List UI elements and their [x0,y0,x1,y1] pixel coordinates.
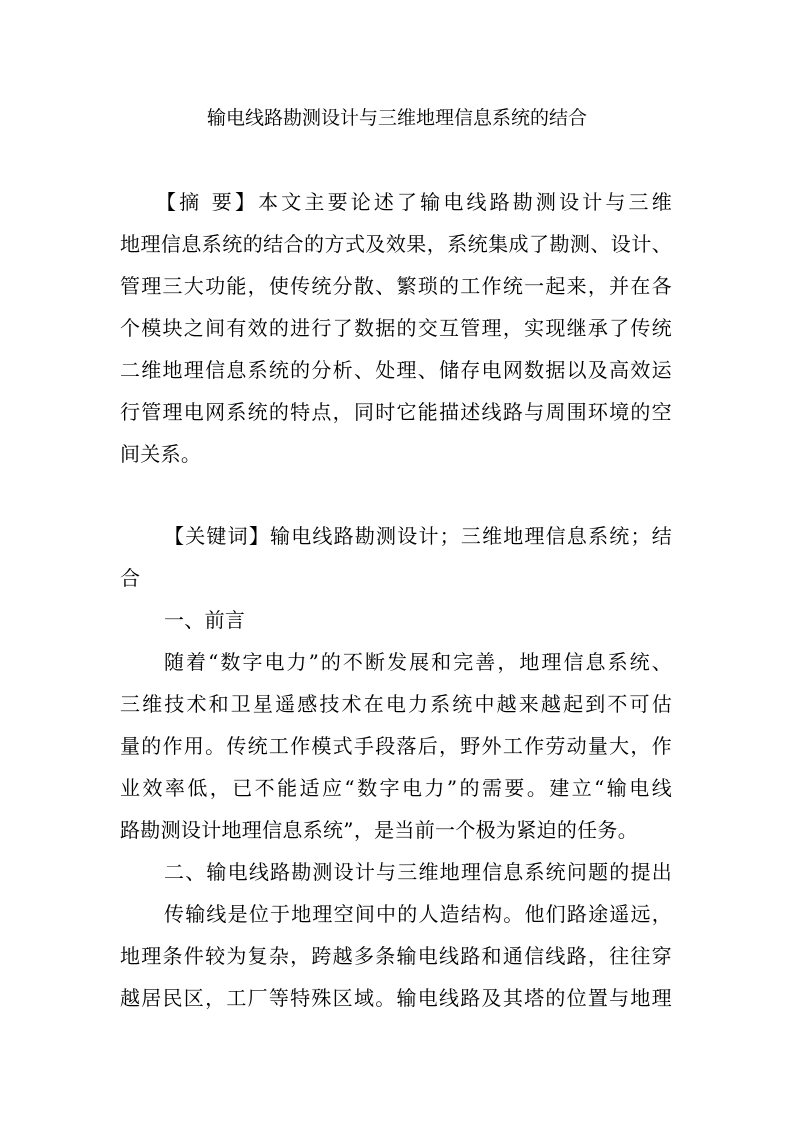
abstract-line: 地理信息系统的结合的方式及效果，系统集成了勘测、设计、 [120,232,672,256]
abstract-line: 【摘 要】本文主要论述了输电线路勘测设计与三维 [156,190,672,214]
keywords-line: 【关键词】输电线路勘测设计；三维地理信息系统；结 [164,524,672,548]
abstract-line: 间关系。 [120,442,202,466]
abstract-line: 行管理电网系统的特点，同时它能描述线路与周围环境的空 [120,400,672,424]
body-line: 越居民区，工厂等特殊区域。输电线路及其塔的位置与地理 [120,986,672,1010]
section-heading: 二、输电线路勘测设计与三维地理信息系统问题的提出 [164,860,672,884]
body-line: 业效率低，已不能适应“数字电力”的需要。建立“输电线 [120,776,672,800]
body-line: 路勘测设计地理信息系统”，是当前一个极为紧迫的任务。 [120,818,639,842]
body-line: 地理条件较为复杂，跨越多条输电线路和通信线路，往往穿 [120,944,672,968]
abstract-line: 二维地理信息系统的分析、处理、储存电网数据以及高效运 [120,358,672,382]
body-line: 量的作用。传统工作模式手段落后，野外工作劳动量大，作 [120,734,672,758]
body-line: 传输线是位于地理空间中的人造结构。他们路途遥远， [164,902,672,926]
body-line: 随着“数字电力”的不断发展和完善，地理信息系统、 [164,650,672,674]
body-line: 三维技术和卫星遥感技术在电力系统中越来越起到不可估 [120,692,672,716]
document-title: 输电线路勘测设计与三维地理信息系统的结合 [206,107,587,129]
section-heading: 一、前言 [164,608,246,632]
keywords-line: 合 [120,566,141,590]
abstract-line: 管理三大功能，使传统分散、繁琐的工作统一起来，并在各 [120,274,672,298]
abstract-line: 个模块之间有效的进行了数据的交互管理，实现继承了传统 [120,316,672,340]
